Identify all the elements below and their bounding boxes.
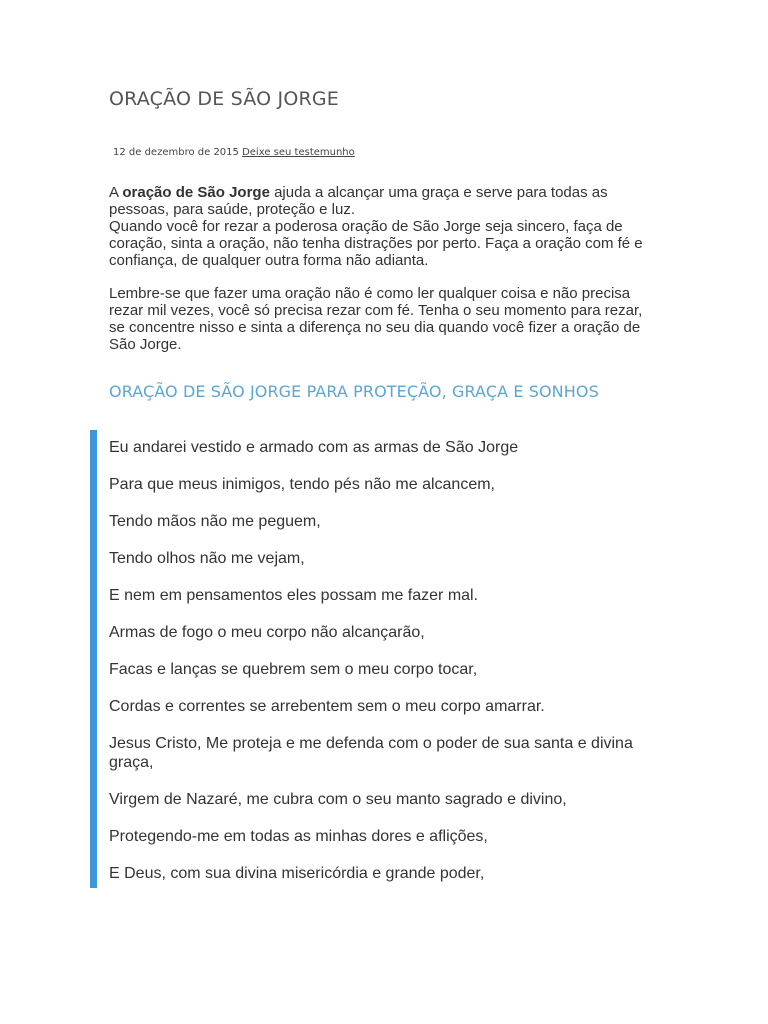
intro-prefix: A	[109, 184, 123, 201]
prayer-line: Facas e lanças se quebrem sem o meu corpo tocar,	[109, 661, 478, 678]
prayer-block	[109, 438, 649, 901]
prayer-line: Tendo mãos não me peguem,	[109, 513, 321, 530]
intro-rest: ajuda a alcançar uma graça e serve para todas as pessoas, para saúde, proteção e luz.	[109, 184, 608, 218]
prayer-line: Tendo olhos não me vejam,	[109, 550, 305, 567]
prayer-line: Cordas e correntes se arrebentem sem o meu corpo amarrar.	[109, 698, 545, 715]
intro-paragraph-1	[109, 184, 659, 218]
prayer-line: E nem em pensamentos eles possam me fazer mal.	[109, 587, 479, 604]
post-date: 12 de dezembro de 2015	[113, 147, 239, 158]
intro-paragraph-2: Quando você for rezar a poderosa oração de São Jorge seja sincero, faça de coração, sinta a oração, não tenha distrações por perto. Faça a oração com fé e confiança, de qualquer outra forma não adianta.	[109, 218, 643, 269]
section-heading: ORAÇÃO DE SÃO JORGE PARA PROTEÇÃO, GRAÇA E SONHOS	[109, 382, 599, 401]
prayer-line: Para que meus inimigos, tendo pés não me alcancem,	[109, 476, 495, 493]
intro-bold-term: oração de São Jorge	[122, 184, 270, 201]
blockquote-bar	[90, 430, 97, 888]
prayer-line: Eu andarei vestido e armado com as armas de São Jorge	[109, 439, 519, 456]
post-meta	[113, 147, 355, 158]
prayer-line: Jesus Cristo, Me proteja e me defenda com o poder de sua santa e divina graça,	[109, 735, 633, 771]
prayer-line: Virgem de Nazaré, me cubra com o seu manto sagrado e divino,	[109, 791, 567, 808]
prayer-line: Armas de fogo o meu corpo não alcançarão,	[109, 624, 425, 641]
prayer-line: Protegendo-me em todas as minhas dores e aflições,	[109, 828, 488, 845]
testimony-link[interactable]: Deixe seu testemunho	[242, 147, 355, 158]
intro-paragraph-3: Lembre-se que fazer uma oração não é como ler qualquer coisa e não precisa rezar mil vezes, você só precisa rezar com fé. Tenha o seu momento para rezar, se concentre nisso e sinta a diferença no seu dia quando você fizer a oração de São Jorge.	[109, 285, 643, 353]
intro-text	[109, 184, 659, 353]
page-title: ORAÇÃO DE SÃO JORGE	[109, 88, 340, 110]
prayer-line: E Deus, com sua divina misericórdia e grande poder,	[109, 865, 485, 882]
